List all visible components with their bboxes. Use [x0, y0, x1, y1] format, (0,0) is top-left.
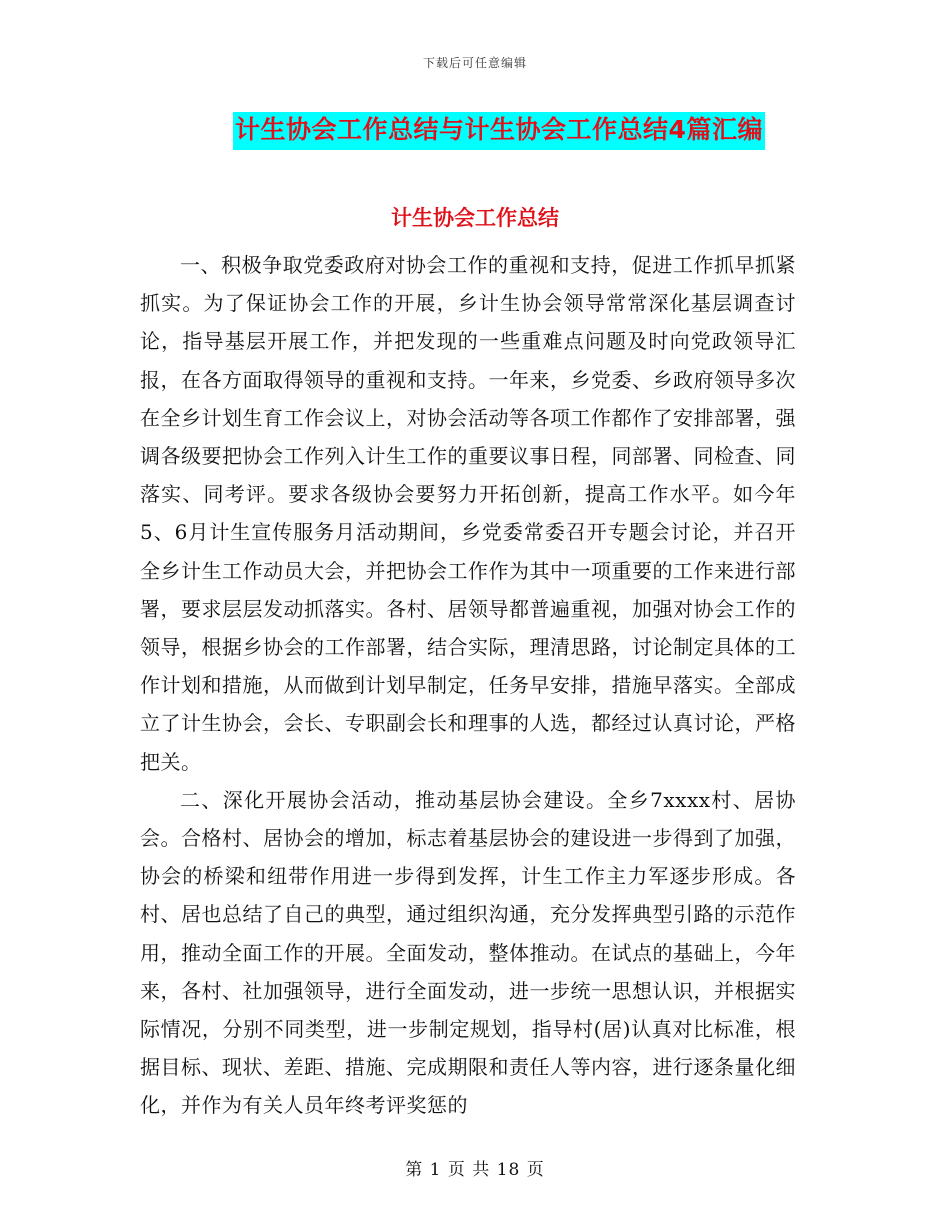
body-text	[140, 246, 796, 1125]
section-title: 计生协会工作总结	[391, 206, 559, 230]
paragraph-2: 二、深化开展协会活动，推动基层协会建设。全乡7xxxx村、居协会。合格村、居协会的增加，标志着基层协会的建设进一步得到了加强，协会的桥梁和纽带作用进一步得到发挥，计生工作主力军逐步形成。各村、居也总结了自己的典型，通过组织沟通，充分发挥典型引路的示范作用，推动全面工作的开展。全面发动，整体推动。在试点的基础上，今年来，各村、社加强领导，进行全面发动，进一步统一思想认识，并根据实际情况，分别不同类型，进一步制定规划，指导村(居)认真对比标准，根据目标、现状、差距、措施、完成期限和责任人等内容，进行逐条量化细化，并作为有关人员年终考评奖惩的	[140, 787, 796, 1118]
header-note: 下载后可任意编辑	[422, 56, 527, 70]
title-wrap	[0, 112, 950, 150]
paragraph-1: 一、积极争取党委政府对协会工作的重视和支持，促进工作抓早抓紧抓实。为了保证协会工作的开展，乡计生协会领导常常深化基层调查讨论，指导基层开展工作，并把发现的一些重难点问题及时向党政领导汇报，在各方面取得领导的重视和支持。一年来，乡党委、乡政府领导多次在全乡计划生育工作会议上，对协会活动等各项工作都作了安排部署，强调各级要把协会工作列入计生工作的重要议事日程，同部署、同检查、同落实、同考评。要求各级协会要努力开拓创新，提高工作水平。如今年5、6月计生宣传服务月活动期间，乡党委常委召开专题会讨论，并召开全乡计生工作动员大会，并把协会工作作为其中一项重要的工作来进行部署，要求层层发动抓落实。各村、居领导都普遍重视，加强对协会工作的领导，根据乡协会的工作部署，结合实际，理清思路，讨论制定具体的工作计划和措施，从而做到计划早制定，任务早安排，措施早落实。全部成立了计生协会，会长、专职副会长和理事的人选，都经过认真讨论，严格把关。	[140, 253, 796, 774]
page-footer: 第 1 页 共 18 页	[405, 1160, 545, 1180]
document-title: 计生协会工作总结与计生协会工作总结4篇汇编	[233, 112, 765, 150]
